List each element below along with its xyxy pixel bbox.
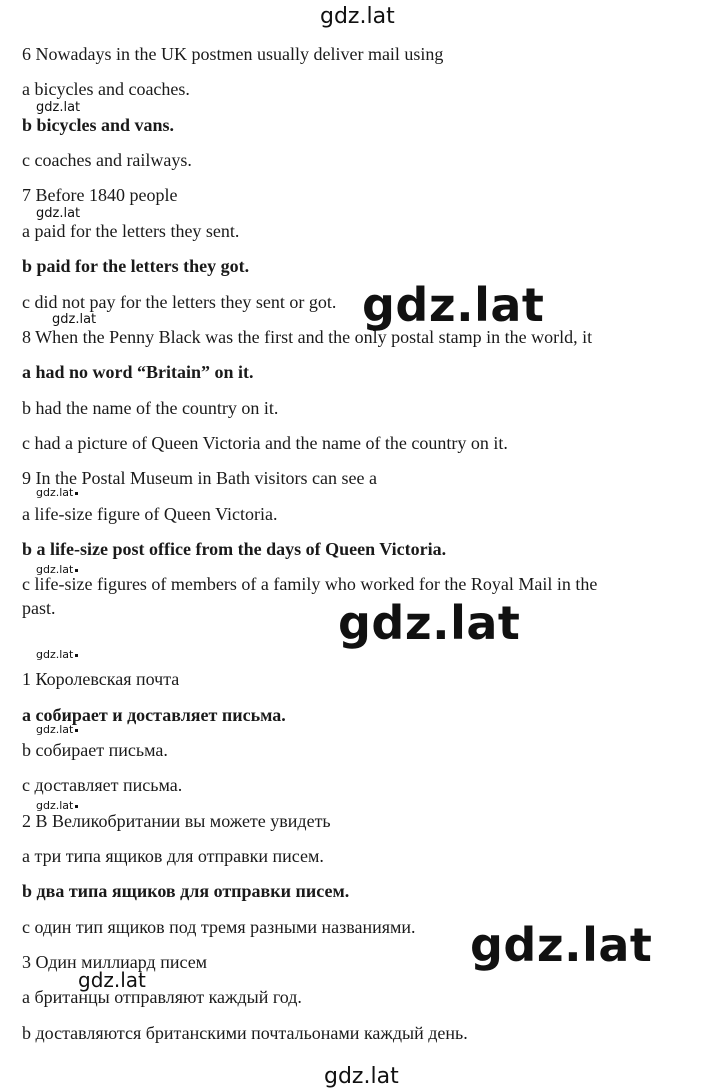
watermark-dot-icon <box>75 654 78 657</box>
option-c: c did not pay for the letters they sent or got. <box>22 292 337 312</box>
watermark-large: gdz.lat <box>338 596 521 650</box>
option-b-correct: b два типа ящиков для отправки писем. <box>22 881 350 901</box>
option-b: b собирает письма. <box>22 740 168 760</box>
option-c: c coaches and railways. <box>22 150 192 170</box>
watermark-tiny: gdz.lat <box>36 649 78 660</box>
option-b-correct: b bicycles and vans. <box>22 115 175 135</box>
watermark-large: gdz.lat <box>470 918 653 972</box>
option-c: c life-size figures of members of a family who worked for the Royal Mail in the <box>22 574 598 594</box>
option-b-correct: b a life-size post office from the days of Queen Victoria. <box>22 539 447 559</box>
watermark-medium: gdz.lat <box>78 968 146 992</box>
watermark-small: gdz.lat <box>36 206 81 221</box>
option-b-correct: b paid for the letters they got. <box>22 256 250 276</box>
option-c: с один тип ящиков под тремя разными названиями. <box>22 917 416 937</box>
question-8: 8 When the Penny Black was the first and the only postal stamp in the world, it <box>22 327 593 347</box>
watermark-dot-icon <box>75 729 78 732</box>
option-a-correct: a had no word “Britain” on it. <box>22 362 254 382</box>
watermark-tiny: gdz.lat <box>36 564 78 575</box>
watermark-tiny: gdz.lat <box>36 487 78 498</box>
question-9: 9 In the Postal Museum in Bath visitors can see a <box>22 468 377 488</box>
question-3-ru: 3 Один миллиард писем <box>22 952 208 972</box>
question-7: 7 Before 1840 people <box>22 185 178 205</box>
option-c: с доставляет письма. <box>22 775 183 795</box>
question-2-ru: 2 В Великобритании вы можете увидеть <box>22 811 331 831</box>
watermark-bottom: gdz.lat <box>324 1064 399 1089</box>
watermark-dot-icon <box>75 569 78 572</box>
option-a: a bicycles and coaches. <box>22 79 190 99</box>
option-b: b had the name of the country on it. <box>22 398 279 418</box>
watermark-tiny: gdz.lat <box>36 800 78 811</box>
watermark-small: gdz.lat <box>36 100 81 115</box>
watermark-dot-icon <box>75 805 78 808</box>
watermark-small: gdz.lat <box>52 312 97 327</box>
watermark-large: gdz.lat <box>362 278 545 332</box>
watermark-top: gdz.lat <box>320 4 395 29</box>
question-1-ru: 1 Королевская почта <box>22 669 180 689</box>
option-a: a paid for the letters they sent. <box>22 221 240 241</box>
option-a: а три типа ящиков для отправки писем. <box>22 846 324 866</box>
option-b: b доставляются британскими почтальонами каждый день. <box>22 1023 468 1043</box>
option-a: a life-size figure of Queen Victoria. <box>22 504 278 524</box>
option-c: c had a picture of Queen Victoria and the name of the country on it. <box>22 433 508 453</box>
watermark-tiny: gdz.lat <box>36 724 78 735</box>
option-a: а британцы отправляют каждый год. <box>22 987 302 1007</box>
option-c-continued: past. <box>22 598 56 618</box>
watermark-dot-icon <box>75 492 78 495</box>
question-6: 6 Nowadays in the UK postmen usually deliver mail using <box>22 44 444 64</box>
option-a-correct: а собирает и доставляет письма. <box>22 705 286 725</box>
